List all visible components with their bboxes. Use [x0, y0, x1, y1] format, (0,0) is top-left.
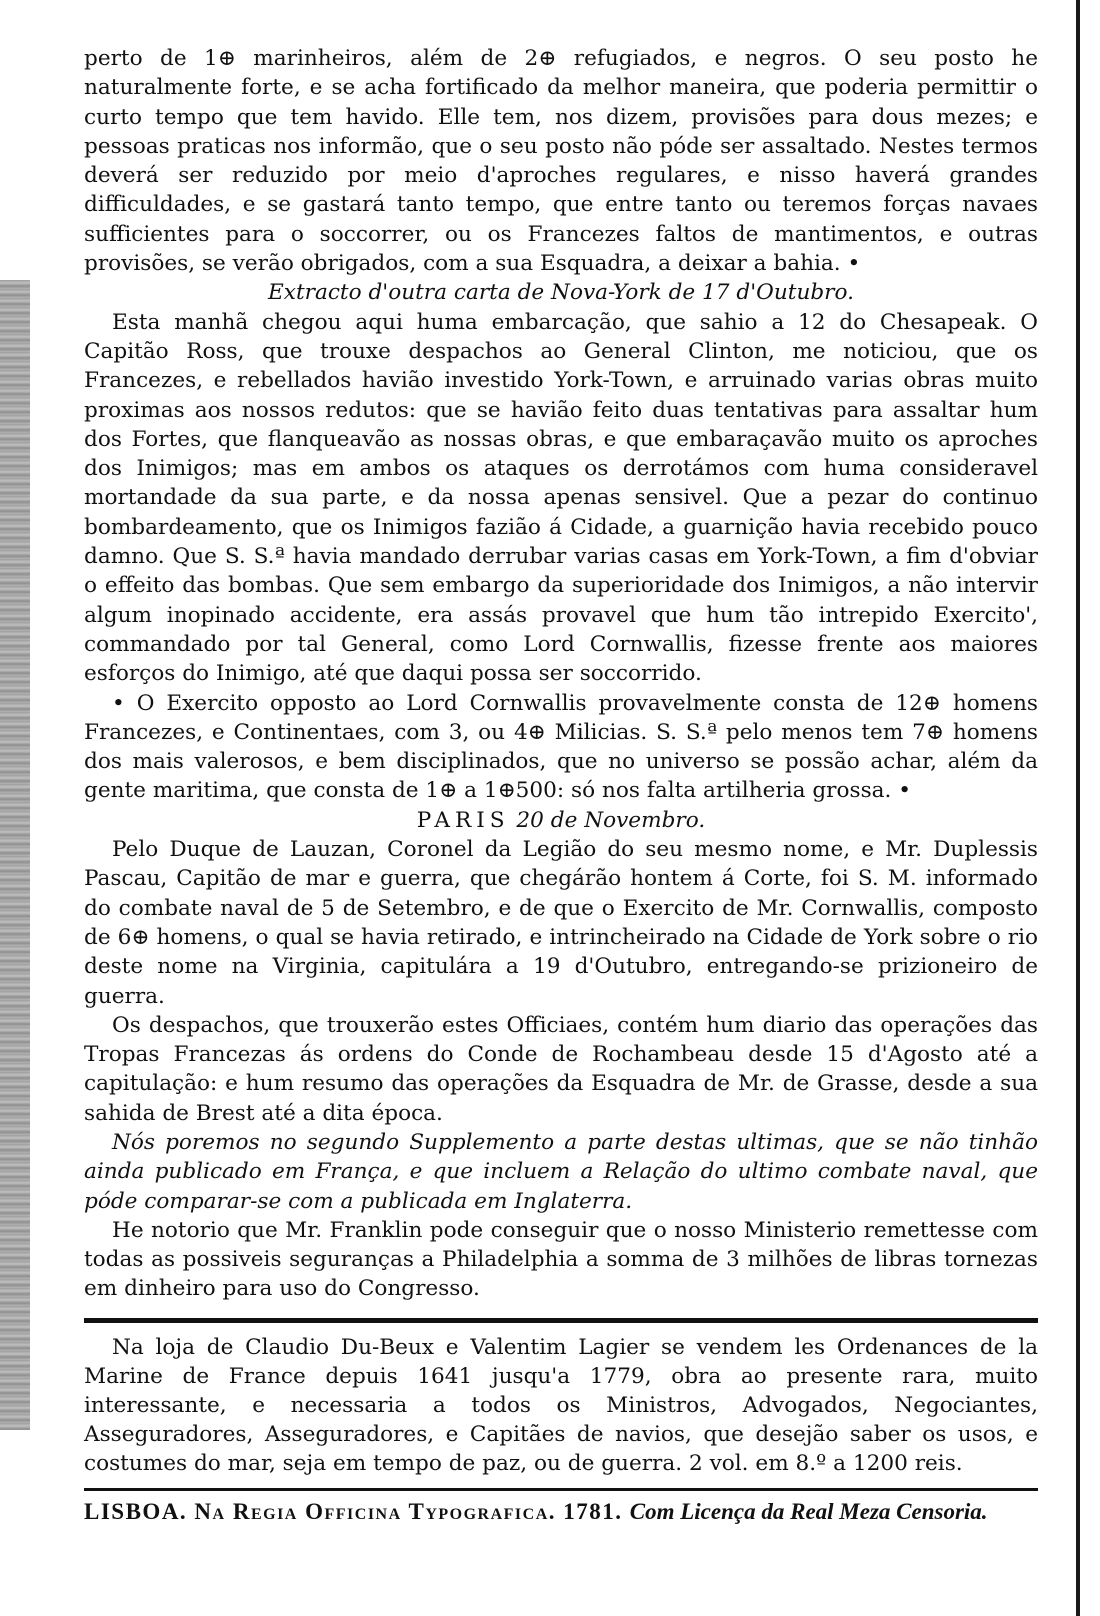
imprint-license: Com Licença da Real Meza Censoria.: [629, 1498, 988, 1524]
article-paragraph-7: He notorio que Mr. Franklin pode conseguir que o nosso Ministerio remettesse com todas as possiveis seguranças a Philadelphia a somma de 3 milhões de libras tornezas em dinheiro para uso do Congresso.: [84, 1217, 1038, 1302]
page-border-rule: [1076, 0, 1080, 1616]
advertisement: [84, 1333, 1038, 1478]
section-divider: [84, 1318, 1038, 1323]
imprint-text: LISBOA. Na Regia Officina Typografica. 1781.: [84, 1498, 623, 1524]
dateline-city: PARIS: [416, 807, 510, 833]
editorial-note: Nós poremos no segundo Supplemento a parte destas ultimas, que se não tinhão ainda publicado em França, e que incluem a Relação do ultimo combate naval, que póde comparar-se com a publicada em Inglaterra.: [84, 1129, 1038, 1214]
dateline-date: 20 de Novembro.: [516, 807, 706, 833]
advertisement-text: Na loja de Claudio Du-Beux e Valentim Lagier se vendem les Ordenances de la Marine de France depuis 1641 jusqu'a 1779, obra ao presente rara, muito interessante, e necessaria a todos os Ministros, Advogados, Negociantes, Asseguradores, Asseguradores, e Capitães de navios, que desejão saber os usos, e costumes do mar, seja em tempo de paz, ou de guerra. 2 vol. em 8.º a 1200 reis.: [84, 1334, 1038, 1476]
printer-imprint: [84, 1497, 1038, 1526]
article-paragraph-1: perto de 1⊕ marinheiros, além de 2⊕ refugiados, e negros. O seu posto he naturalmente forte, e se acha fortificado da melhor maneira, que poderia permittir o curto tempo que tem havido. Elle tem, nos dizem, provisões para dous mezes; e pessoas praticas nos informão, que o seu posto não póde ser assaltado. Nestes termos deverá ser reduzido por meio d'aproches regulares, e nisso haverá grandes difficuldades, e se gastará tanto tempo, que entre tanto ou teremos forças navaes sufficientes para o soccorrer, ou os Francezes faltos de mantimentos, e outras provisões, se verão obrigados, com a sua Esquadra, a deixar a bahia. •: [84, 46, 1038, 277]
imprint-divider: [84, 1488, 1038, 1491]
article-paragraph-2: Esta manhã chegou aqui huma embarcação, que sahio a 12 do Chesapeak. O Capitão Ross, que trouxe despachos ao General Clinton, me noticiou, que os Francezes, e rebellados havião investido York-Town, e arruinado varias obras muito proximas aos nossos redutos: que se havião feito duas tentativas para assaltar hum dos Fortes, que flanqueavão as nossas obras, e que embaraçavão muito os aproches dos Inimigos; mas em ambos os ataques os derrotámos com huma consideravel mortandade da sua parte, e da nossa apenas sensivel. Que a pezar do continuo bombardeamento, que os Inimigos fazião á Cidade, a guarnição havia recebido pouco damno. Que S. S.ª havia mandado derrubar varias casas em York-Town, a fim d'obviar o effeito das bombas. Que sem embargo da superioridade dos Inimigos, a não intervir algum inopinado accidente, era assás provavel que hum tão intrepido Exercito', commandado por tal General, como Lord Cornwallis, fizesse frente aos maiores esforços do Inimigo, até que daqui possa ser soccorrido.: [84, 309, 1038, 687]
dateline-heading: [84, 806, 1038, 835]
newspaper-page: [84, 44, 1038, 1526]
letter-heading: Extracto d'outra carta de Nova-York de 17 d'Outubro.: [268, 280, 854, 306]
scan-edge-shadow: [0, 280, 30, 1430]
article-paragraph-3: • O Exercito opposto ao Lord Cornwallis provavelmente consta de 12⊕ homens Francezes, e Continentaes, com 3, ou 4⊕ Milicias. S. S.ª pelo menos tem 7⊕ homens dos mais valerosos, e bem disciplinados, que no universo se possão achar, além da gente maritima, que consta de 1⊕ a 1⊕500: só nos falta artilheria grossa. •: [84, 690, 1038, 804]
article-paragraph-4: Pelo Duque de Lauzan, Coronel da Legião do seu mesmo nome, e Mr. Duplessis Pascau, Capitão de mar e guerra, que chegárão hontem á Corte, foi S. M. informado do combate naval de 5 de Setembro, e de que o Exercito de Mr. Cornwallis, composto de 6⊕ homens, o qual se havia retirado, e intrincheirado na Cidade de York sobre o rio deste nome na Virginia, capitulára a 19 d'Outubro, entregando-se prizioneiro de guerra.: [84, 837, 1038, 1009]
article-paragraph-5: Os despachos, que trouxerão estes Officiaes, contém hum diario das operações das Tropas Francezas ás ordens do Conde de Rochambeau desde 15 d'Agosto até a capitulação: e hum resumo das operações da Esquadra de Mr. de Grasse, desde a sua sahida de Brest até a dita época.: [84, 1012, 1038, 1126]
